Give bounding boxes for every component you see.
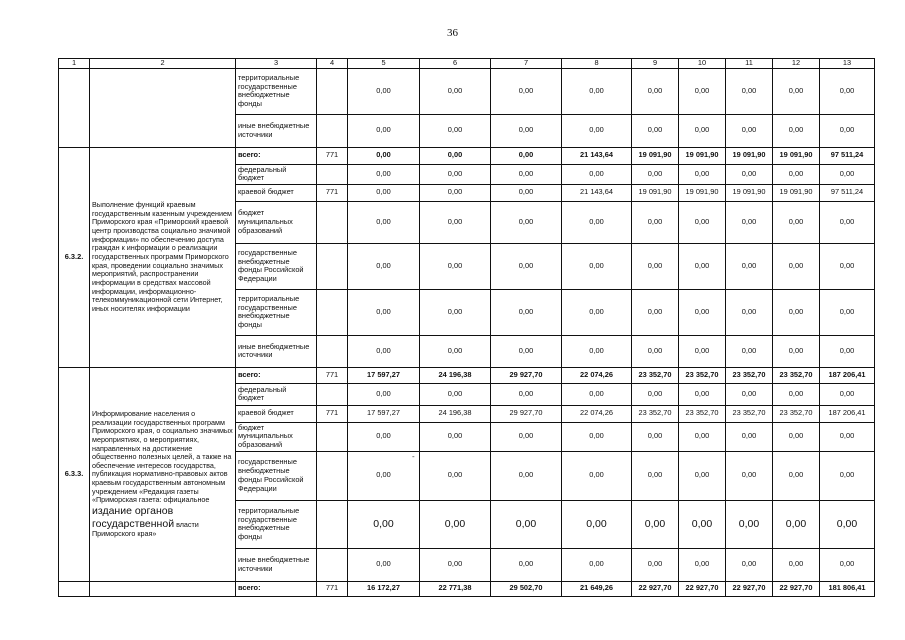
value-cell: 0,00: [348, 289, 420, 335]
value-cell: 23 352,70: [632, 367, 679, 383]
value-cell: 0,00: [348, 164, 420, 184]
value-cell: 0,00: [420, 451, 491, 500]
value-cell: 0,00: [820, 201, 875, 243]
value-cell: 0,00: [562, 289, 632, 335]
value-cell: 0,00: [820, 548, 875, 581]
value-cell: 0,00: [632, 500, 679, 548]
header-cell: 5: [348, 59, 420, 69]
value-cell: 0,00: [491, 184, 562, 201]
value-cell: 0,00: [491, 451, 562, 500]
value-cell: 0,00: [773, 500, 820, 548]
scan-mark: -: [412, 452, 415, 461]
value-cell: 0,00: [726, 335, 773, 367]
value-cell: 19 091,90: [773, 147, 820, 164]
item-number: [59, 68, 90, 147]
grbs-code: [317, 289, 348, 335]
value-cell: 0,00: [420, 68, 491, 114]
value-cell: 0,00: [632, 201, 679, 243]
value-cell: 0,00: [491, 147, 562, 164]
value-cell: 0,00: [348, 184, 420, 201]
funding-source: всего:: [236, 367, 317, 383]
value-cell: 0,00: [726, 548, 773, 581]
description-text: Выполнение функций краевым государственным казенным учреждением Приморского края «Приморский краевой центр производства социально значимой информации» по обеспечению доступа граждан к информации о реализации государственных программ Приморского края, проведении социально значимых мероприятий, распространении информации в средствах массовой информации, информационно-телекоммуникационной сети Интернет, иных носителях информации: [92, 200, 232, 313]
value-cell: 0,00: [679, 422, 726, 451]
header-cell: 12: [773, 59, 820, 69]
table-row: [59, 581, 875, 596]
value-cell: 21 143,64: [562, 184, 632, 201]
value-cell: 0,00: [420, 243, 491, 289]
value-cell: 0,00: [726, 164, 773, 184]
value-cell: 0,00: [679, 164, 726, 184]
value-cell: 0,00: [348, 451, 420, 500]
value-cell: 0,00: [679, 114, 726, 147]
funding-source: федеральный бюджет: [236, 383, 317, 405]
value-cell: 0,00: [773, 289, 820, 335]
value-cell: 0,00: [420, 164, 491, 184]
value-cell: 0,00: [632, 383, 679, 405]
item-description: [90, 68, 236, 147]
grbs-code: 771: [317, 581, 348, 596]
item-number: 6.3.3.: [59, 367, 90, 581]
grbs-code: [317, 548, 348, 581]
value-cell: 0,00: [562, 548, 632, 581]
grbs-code: [317, 500, 348, 548]
value-cell: 0,00: [726, 500, 773, 548]
value-cell: 0,00: [820, 68, 875, 114]
header-cell: 8: [562, 59, 632, 69]
value-cell: 0,00: [491, 335, 562, 367]
value-cell: 0,00: [773, 201, 820, 243]
header-cell: 9: [632, 59, 679, 69]
value-cell: 23 352,70: [679, 405, 726, 422]
value-cell: 187 206,41: [820, 367, 875, 383]
grbs-code: [317, 164, 348, 184]
value-cell: 22 927,70: [773, 581, 820, 596]
value-cell: 23 352,70: [726, 405, 773, 422]
value-cell: 0,00: [420, 548, 491, 581]
grbs-code: [317, 201, 348, 243]
value-cell: 21 649,26: [562, 581, 632, 596]
value-cell: 22 074,26: [562, 367, 632, 383]
value-cell: 0,00: [773, 68, 820, 114]
value-cell: 0,00: [562, 201, 632, 243]
value-cell: 0,00: [348, 548, 420, 581]
value-cell: 0,00: [491, 548, 562, 581]
value-cell: 0,00: [420, 184, 491, 201]
value-cell: 0,00: [773, 383, 820, 405]
value-cell: 19 091,90: [632, 147, 679, 164]
value-cell: 22 927,70: [679, 581, 726, 596]
value-cell: 22 771,38: [420, 581, 491, 596]
value-cell: 0,00: [820, 164, 875, 184]
funding-source: бюджет муниципальных образований: [236, 422, 317, 451]
header-cell: 2: [90, 59, 236, 69]
value-cell: 19 091,90: [679, 147, 726, 164]
value-cell: 17 597,27: [348, 367, 420, 383]
value-cell: 19 091,90: [726, 147, 773, 164]
value-cell: 0,00: [491, 68, 562, 114]
grbs-code: 771: [317, 184, 348, 201]
value-cell: 0,00: [679, 500, 726, 548]
funding-source: территориальные государственные внебюджетные фонды: [236, 68, 317, 114]
value-cell: 0,00: [773, 164, 820, 184]
value-cell: 0,00: [562, 500, 632, 548]
value-cell: 0,00: [773, 548, 820, 581]
value-cell: 0,00: [726, 289, 773, 335]
value-cell: 0,00: [679, 335, 726, 367]
value-cell: 0,00: [726, 422, 773, 451]
item-description: [90, 147, 236, 367]
value-cell: 16 172,27: [348, 581, 420, 596]
funding-source: территориальные государственные внебюджетные фонды: [236, 289, 317, 335]
value-cell: 0,00: [348, 243, 420, 289]
value-cell: 0,00: [820, 289, 875, 335]
header-cell: 1: [59, 59, 90, 69]
funding-source: иные внебюджетные источники: [236, 114, 317, 147]
value-cell: 23 352,70: [679, 367, 726, 383]
value-cell: 0,00: [420, 383, 491, 405]
value-cell: 97 511,24: [820, 147, 875, 164]
grbs-code: 771: [317, 367, 348, 383]
grbs-code: [317, 114, 348, 147]
value-cell: 0,00: [491, 164, 562, 184]
value-cell: 0,00: [562, 68, 632, 114]
table-row: [59, 68, 875, 114]
value-cell: 0,00: [632, 422, 679, 451]
value-cell: 0,00: [562, 422, 632, 451]
grbs-code: [317, 422, 348, 451]
value-cell: 187 206,41: [820, 405, 875, 422]
value-cell: 22 074,26: [562, 405, 632, 422]
value-cell: 0,00: [562, 335, 632, 367]
value-cell: 24 196,38: [420, 405, 491, 422]
header-cell: 11: [726, 59, 773, 69]
grbs-code: [317, 451, 348, 500]
value-cell: 29 502,70: [491, 581, 562, 596]
funding-source: иные внебюджетные источники: [236, 335, 317, 367]
value-cell: 0,00: [632, 451, 679, 500]
value-cell: 0,00: [632, 243, 679, 289]
value-cell: 0,00: [348, 114, 420, 147]
value-cell: 0,00: [491, 500, 562, 548]
value-cell: 0,00: [348, 201, 420, 243]
value-cell: 0,00: [726, 114, 773, 147]
funding-source: всего:: [236, 147, 317, 164]
funding-source: всего:: [236, 581, 317, 596]
value-cell: 19 091,90: [726, 184, 773, 201]
value-cell: 0,00: [679, 451, 726, 500]
value-cell: 0,00: [726, 68, 773, 114]
value-cell: 0,00: [491, 289, 562, 335]
value-cell: 0,00: [420, 114, 491, 147]
value-cell: 0,00: [820, 114, 875, 147]
value-cell: 19 091,90: [679, 184, 726, 201]
funding-source: иные внебюджетные источники: [236, 548, 317, 581]
funding-source: бюджет муниципальных образований: [236, 201, 317, 243]
value-cell: 29 927,70: [491, 367, 562, 383]
value-cell: 17 597,27: [348, 405, 420, 422]
value-cell: 0,00: [773, 243, 820, 289]
value-cell: 0,00: [679, 243, 726, 289]
value-cell: 0,00: [820, 383, 875, 405]
value-cell: 0,00: [562, 114, 632, 147]
value-cell: 0,00: [420, 500, 491, 548]
value-cell: 0,00: [726, 383, 773, 405]
item-number: [59, 581, 90, 596]
funding-source: краевой бюджет: [236, 184, 317, 201]
header-cell: 13: [820, 59, 875, 69]
value-cell: 0,00: [773, 451, 820, 500]
value-cell: 0,00: [726, 451, 773, 500]
value-cell: 19 091,90: [773, 184, 820, 201]
value-cell: 0,00: [820, 500, 875, 548]
value-cell: 0,00: [726, 201, 773, 243]
value-cell: 0,00: [420, 289, 491, 335]
value-cell: 24 196,38: [420, 367, 491, 383]
description-text: издание органов государственной: [92, 504, 175, 530]
value-cell: 181 806,41: [820, 581, 875, 596]
value-cell: 0,00: [773, 422, 820, 451]
item-number: 6.3.2.: [59, 147, 90, 367]
value-cell: 0,00: [773, 335, 820, 367]
value-cell: 0,00: [491, 422, 562, 451]
item-description: [90, 581, 236, 596]
value-cell: 0,00: [632, 68, 679, 114]
value-cell: 0,00: [562, 451, 632, 500]
header-cell: 6: [420, 59, 491, 69]
value-cell: 0,00: [632, 289, 679, 335]
value-cell: 0,00: [420, 201, 491, 243]
value-cell: 0,00: [632, 335, 679, 367]
value-cell: 0,00: [726, 243, 773, 289]
value-cell: 23 352,70: [773, 405, 820, 422]
value-cell: 0,00: [348, 335, 420, 367]
value-cell: 23 352,70: [726, 367, 773, 383]
value-cell: 19 091,90: [632, 184, 679, 201]
value-cell: 0,00: [679, 68, 726, 114]
value-cell: 0,00: [491, 383, 562, 405]
value-cell: 22 927,70: [632, 581, 679, 596]
funding-source: краевой бюджет: [236, 405, 317, 422]
value-cell: 0,00: [420, 147, 491, 164]
value-cell: 0,00: [632, 548, 679, 581]
grbs-code: [317, 68, 348, 114]
value-cell: 0,00: [562, 164, 632, 184]
value-cell: 0,00: [348, 147, 420, 164]
header-row: [59, 59, 875, 69]
value-cell: 29 927,70: [491, 405, 562, 422]
table-row: [59, 367, 875, 383]
value-cell: 0,00: [820, 422, 875, 451]
value-cell: 0,00: [773, 114, 820, 147]
value-cell: 21 143,64: [562, 147, 632, 164]
value-cell: 0,00: [491, 243, 562, 289]
value-cell: 0,00: [420, 422, 491, 451]
value-cell: 0,00: [679, 548, 726, 581]
funding-source: федеральный бюджет: [236, 164, 317, 184]
grbs-code: [317, 243, 348, 289]
grbs-code: [317, 383, 348, 405]
header-cell: 7: [491, 59, 562, 69]
value-cell: 0,00: [820, 451, 875, 500]
value-cell: 0,00: [491, 114, 562, 147]
value-cell: 0,00: [348, 68, 420, 114]
funding-source: государственные внебюджетные фонды Российской Федерации: [236, 243, 317, 289]
funding-source: территориальные государственные внебюджетные фонды: [236, 500, 317, 548]
header-cell: 10: [679, 59, 726, 69]
value-cell: 0,00: [420, 335, 491, 367]
funding-source: государственные внебюджетные фонды Российской Федерации: [236, 451, 317, 500]
value-cell: 0,00: [679, 383, 726, 405]
value-cell: 0,00: [679, 289, 726, 335]
header-cell: 4: [317, 59, 348, 69]
header-cell: 3: [236, 59, 317, 69]
value-cell: 23 352,70: [632, 405, 679, 422]
value-cell: 0,00: [348, 383, 420, 405]
value-cell: 0,00: [562, 243, 632, 289]
value-cell: 0,00: [632, 164, 679, 184]
description-text: Информирование населения о реализации государственных программ Приморского края, о социально значимых мероприятиях, о мероприятиях, направленных на достижение общественно полезных целей, а также на обеспечение интересов государства, публикация нормативно-правовых актов краевым государственным автономным учреждением «Редакция газеты «Приморская газета: официальное: [92, 408, 233, 505]
description-text: власти Приморского края»: [92, 519, 199, 539]
grbs-code: [317, 335, 348, 367]
value-cell: 0,00: [348, 500, 420, 548]
grbs-code: 771: [317, 147, 348, 164]
value-cell: 0,00: [491, 201, 562, 243]
value-cell: 22 927,70: [726, 581, 773, 596]
value-cell: 97 511,24: [820, 184, 875, 201]
value-cell: 0,00: [632, 114, 679, 147]
value-cell: 0,00: [562, 383, 632, 405]
table-body: [59, 59, 875, 597]
value-cell: 23 352,70: [773, 367, 820, 383]
value-cell: 0,00: [820, 335, 875, 367]
grbs-code: 771: [317, 405, 348, 422]
table-row: [59, 147, 875, 164]
budget-table: [58, 58, 875, 597]
value-cell: 0,00: [348, 422, 420, 451]
page-number: 36: [447, 27, 458, 39]
value-cell: 0,00: [820, 243, 875, 289]
value-cell: 0,00: [679, 201, 726, 243]
item-description: [90, 367, 236, 581]
